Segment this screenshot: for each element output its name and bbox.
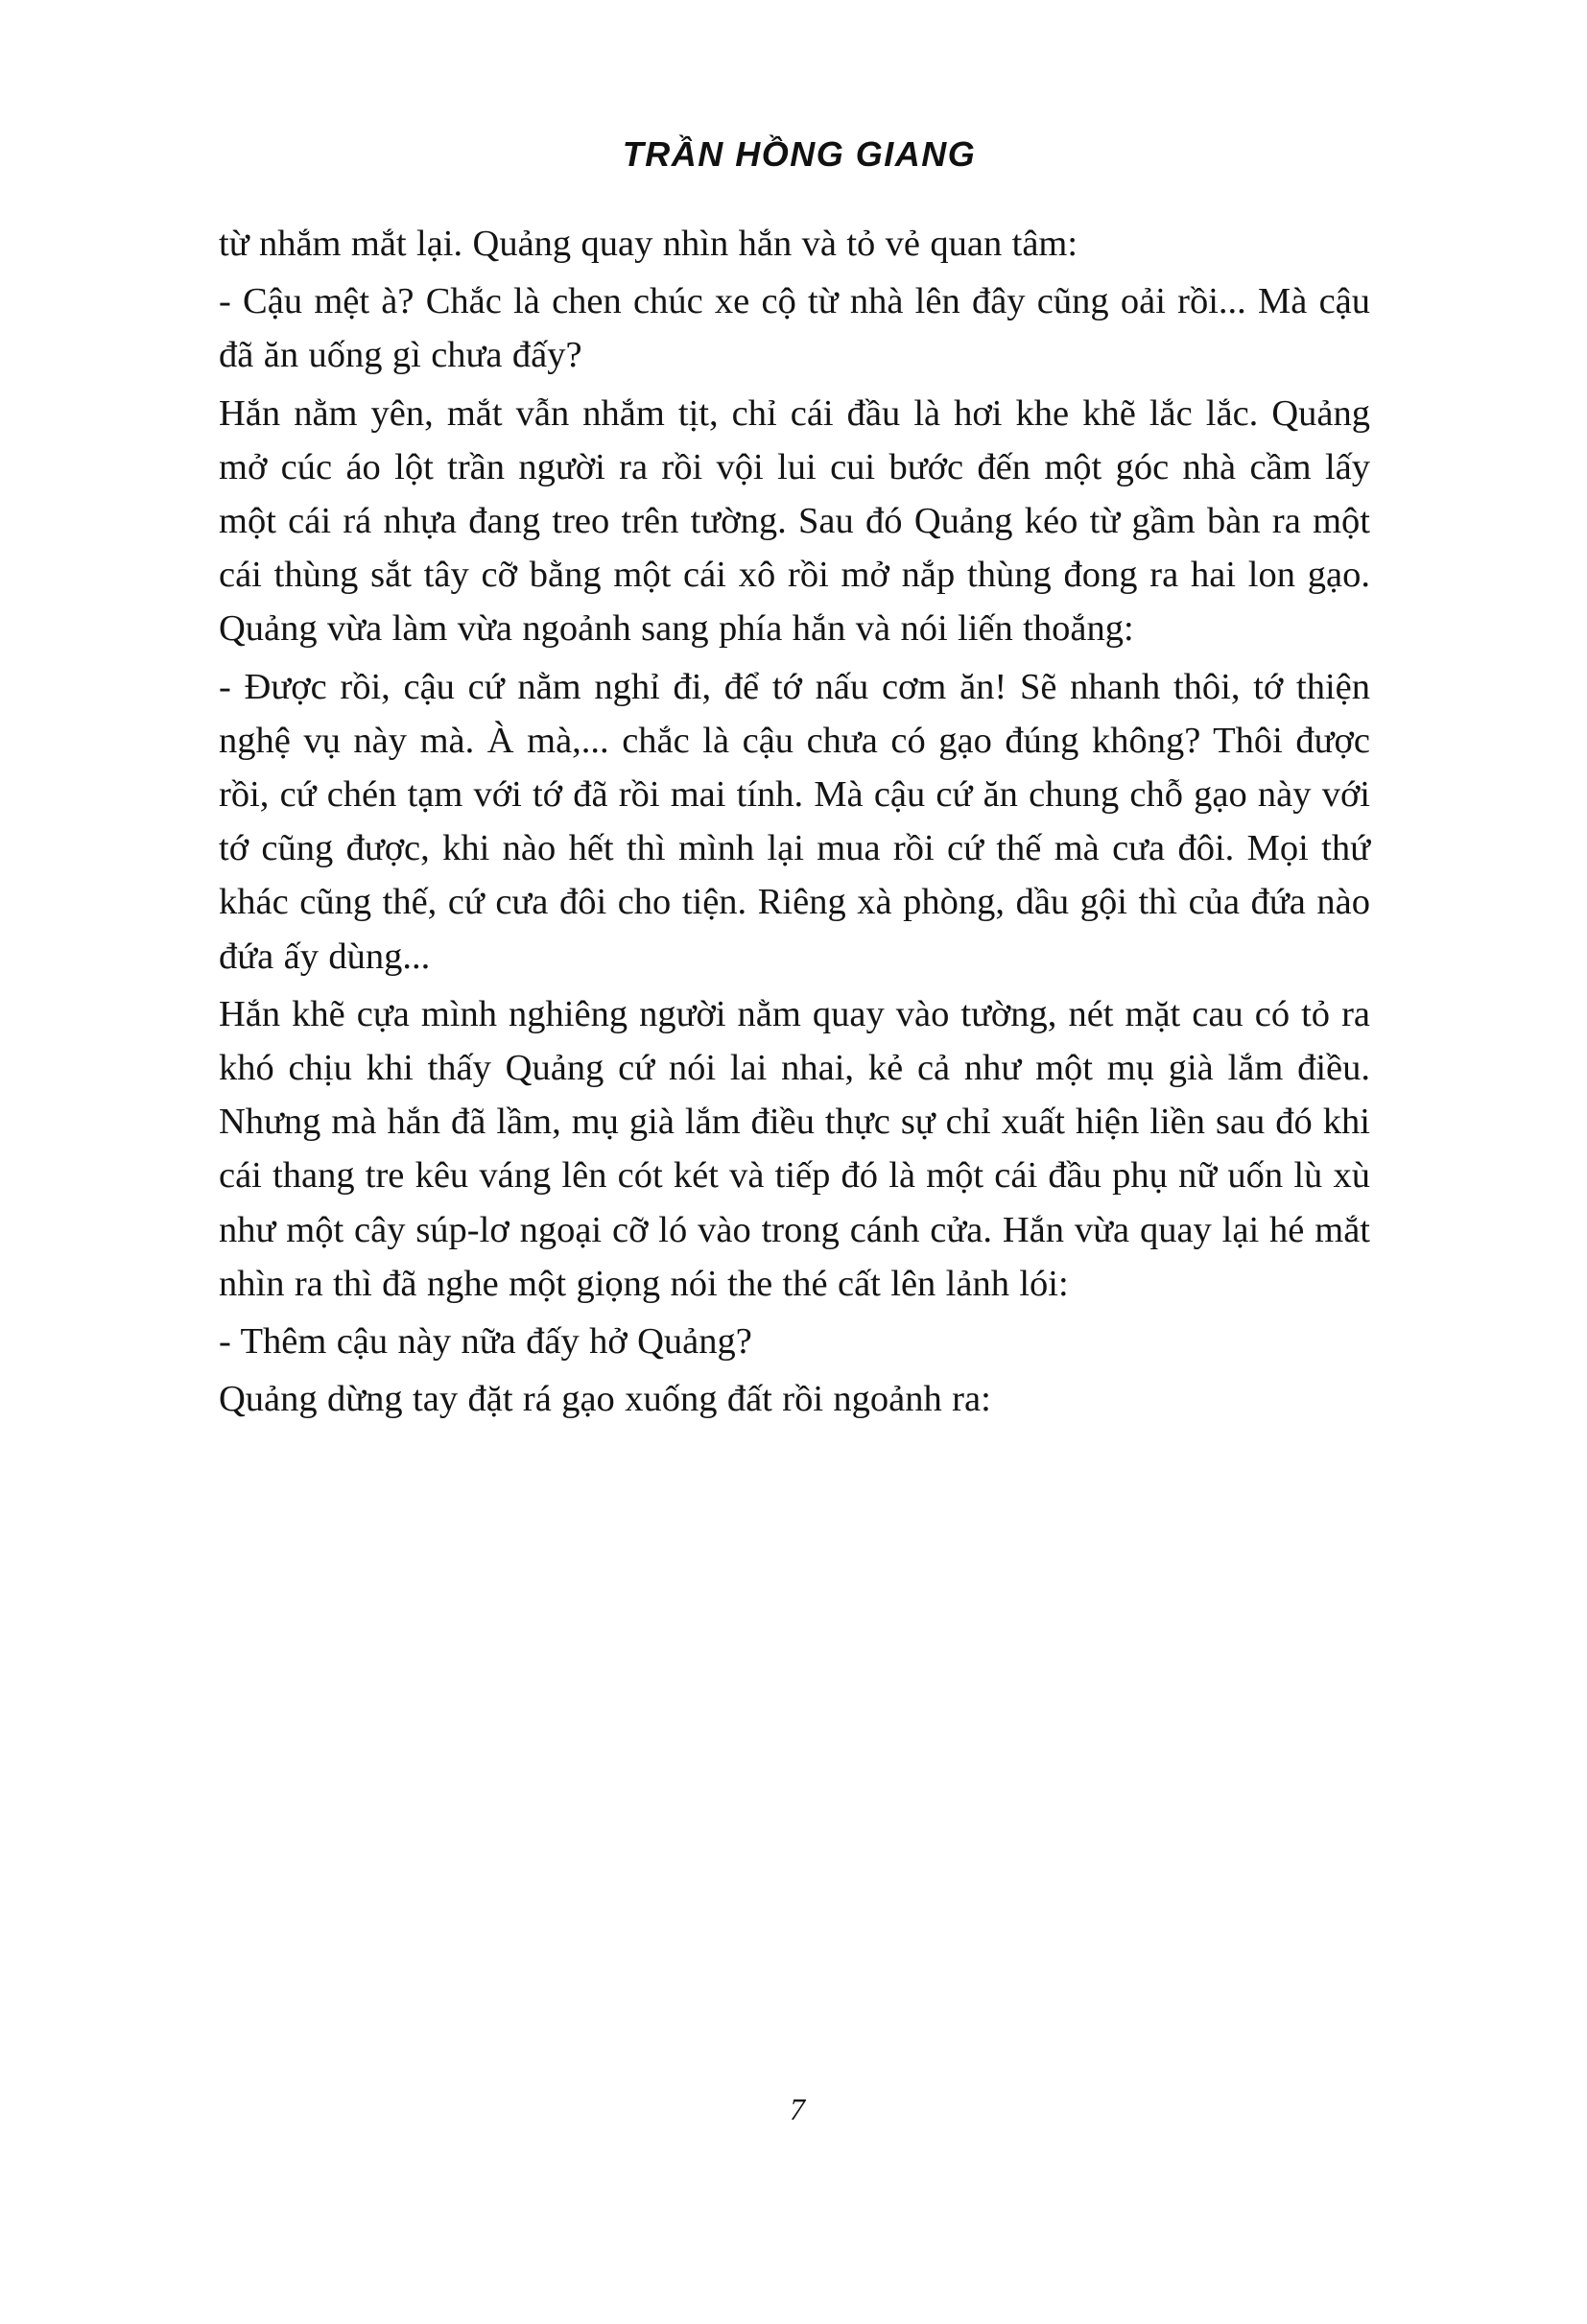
paragraph: - Thêm cậu này nữa đấy hở Quảng?: [219, 1321, 752, 1363]
page-content: [219, 134, 1370, 1426]
paragraph: Hắn khẽ cựa mình nghiêng người nằm quay vào tường, nét mặt cau có tỏ ra khó chịu khi thấy Quảng cứ nói lai nhai, kẻ cả như một mụ già lắm điều. Nhưng mà hắn đã lầm, mụ già lắm điều thực sự chỉ xuất hiện liền sau đó khi cái thang tre kêu váng lên cót két và tiếp đó là một cái đầu phụ nữ uốn lù xù như một cây súp-lơ ngoại cỡ ló vào trong cánh cửa. Hắn vừa quay lại hé mắt nhìn ra thì đã nghe một giọng nói the thé cất lên lảnh lói:: [219, 993, 1370, 1304]
paragraph: Quảng dừng tay đặt rá gạo xuống đất rồi ngoảnh ra:: [219, 1379, 991, 1420]
body-text: [219, 217, 1370, 1426]
page-number: 7: [790, 2092, 805, 2126]
paragraph: từ nhắm mắt lại. Quảng quay nhìn hắn và tỏ vẻ quan tâm:: [219, 224, 1078, 264]
running-head: TRẦN HỒNG GIANG: [622, 134, 977, 174]
paragraph: - Cậu mệt à? Chắc là chen chúc xe cộ từ nhà lên đây cũng oải rồi... Mà cậu đã ăn uống gì chưa đấy?: [219, 281, 1370, 376]
paragraph: Hắn nằm yên, mắt vẫn nhắm tịt, chỉ cái đầu là hơi khe khẽ lắc lắc. Quảng mở cúc áo lột trần người ra rồi vội lui cui bước đến một góc nhà cầm lấy một cái rá nhựa đang treo trên tường. Sau đó Quảng kéo từ gầm bàn ra một cái thùng sắt tây cỡ bằng một cái xô rồi mở nắp thùng đong ra hai lon gạo. Quảng vừa làm vừa ngoảnh sang phía hắn và nói liến thoắng:: [219, 392, 1370, 650]
paragraph: - Được rồi, cậu cứ nằm nghỉ đi, để tớ nấu cơm ăn! Sẽ nhanh thôi, tớ thiện nghệ vụ này mà. À mà,... chắc là cậu chưa có gạo đúng không? Thôi được rồi, cứ chén tạm với tớ đã rồi mai tính. Mà cậu cứ ăn chung chỗ gạo này với tớ cũng được, khi nào hết thì mình lại mua rồi cứ thế mà cưa đôi. Mọi thứ khác cũng thế, cứ cưa đôi cho tiện. Riêng xà phòng, dầu gội thì của đứa nào đứa ấy dùng...: [219, 666, 1370, 977]
